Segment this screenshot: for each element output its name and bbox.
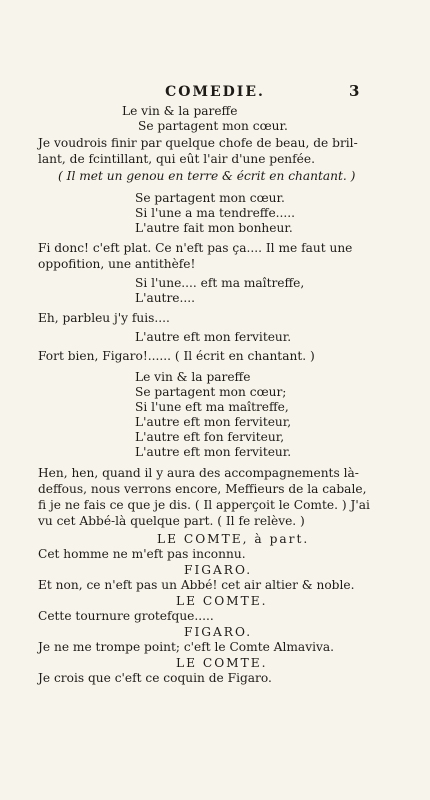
- prose-line: Je voudrois finir par quelque chofe de beau, de bril-: [38, 136, 358, 150]
- stage-direction: ( Il met un genou en terre & écrit en chantant. ): [58, 169, 356, 183]
- page-header: [0, 84, 430, 104]
- speaker-heading: LE COMTE.: [176, 656, 268, 670]
- verse-line: L'autre....: [135, 291, 195, 305]
- verse-line: L'autre eft mon ferviteur.: [135, 445, 292, 459]
- prose-line: deffous, nous verrons encore, Meffieurs de la cabale,: [38, 482, 367, 496]
- verse-line: Se partagent mon cœur;: [135, 385, 287, 399]
- verse-line: Si l'une.... eft ma maîtreffe,: [135, 276, 305, 290]
- page-mark: 3: [349, 82, 360, 100]
- prose-line: vu cet Abbé-là quelque part. ( Il fe relève. ): [38, 514, 305, 528]
- verse-line: Le vin & la pareffe: [135, 370, 251, 384]
- dialogue-line: Cet homme ne m'eft pas inconnu.: [38, 547, 246, 561]
- prose-line: lant, de fcintillant, qui eût l'air d'une penfée.: [38, 152, 315, 166]
- verse-line: Se partagent mon cœur.: [135, 191, 285, 205]
- verse-line: Si l'une eft ma maîtreffe,: [135, 400, 289, 414]
- running-title: COMEDIE.: [165, 84, 265, 100]
- verse-line: Le vin & la pareffe: [122, 104, 238, 118]
- verse-line: L'autre eft fon ferviteur,: [135, 430, 285, 444]
- verse-line: Se partagent mon cœur.: [138, 119, 288, 133]
- dialogue-line: Cette tournure grotefque.....: [38, 609, 214, 623]
- verse-line: L'autre fait mon bonheur.: [135, 221, 293, 235]
- speaker-heading: LE COMTE.: [176, 594, 268, 608]
- prose-line: fi je ne fais ce que je dis. ( Il apperçoit le Comte. ) J'ai: [38, 498, 370, 512]
- prose-line: oppofition, une antithèfe!: [38, 257, 196, 271]
- speaker-heading: FIGARO.: [184, 625, 253, 639]
- dialogue-line: Je ne me trompe point; c'eft le Comte Almaviva.: [38, 640, 335, 654]
- verse-line: Si l'une a ma tendreffe.....: [135, 206, 296, 220]
- prose-line: Fi donc! c'eft plat. Ce n'eft pas ça.... Il me faut une: [38, 241, 353, 255]
- prose-line: Eh, parbleu j'y fuis....: [38, 311, 170, 325]
- dialogue-line: Je crois que c'eft ce coquin de Figaro.: [38, 671, 272, 685]
- prose-line: Hen, hen, quand il y aura des accompagnements là-: [38, 466, 359, 480]
- speaker-heading: LE COMTE, à part.: [157, 532, 310, 546]
- verse-line: L'autre eft mon ferviteur,: [135, 415, 292, 429]
- prose-line: Fort bien, Figaro!...... ( Il écrit en chantant. ): [38, 349, 315, 363]
- speaker-heading: FIGARO.: [184, 563, 253, 577]
- dialogue-line: Et non, ce n'eft pas un Abbé! cet air altier & noble.: [38, 578, 355, 592]
- verse-line: L'autre eft mon ferviteur.: [135, 330, 292, 344]
